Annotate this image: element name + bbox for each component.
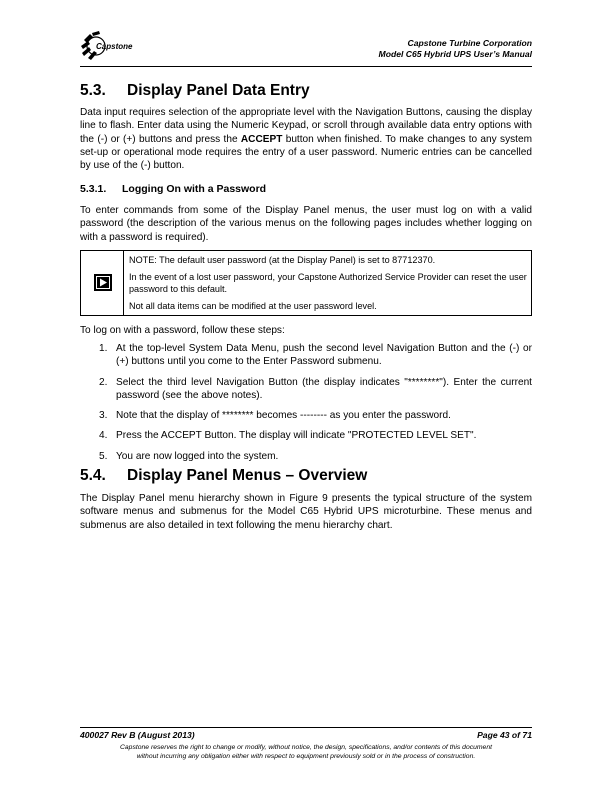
step-text: Note that the display of ******** becomes -------- as you enter the password. [116,410,451,422]
list-item [80,342,532,369]
page-number: Page 43 of 71 [477,730,532,740]
steps-intro: To log on with a password, follow these steps: [80,325,285,336]
footer-divider [80,727,532,728]
step-text: You are now logged into the system. [116,450,279,462]
capstone-logo [80,30,140,62]
note-line: Not all data items can be modified at the user password level. [129,301,377,311]
disclaimer-line: Capstone reserves the right to change or modify, without notice, the design, specifications, and/or contents of this document [119,744,493,751]
section-number: 5.3.1. [80,183,107,195]
section-title: Logging On with a Password [122,183,267,195]
note-icon-cell [81,251,124,315]
header-manual: Model C65 Hybrid UPS User’s Manual [378,49,532,59]
list-item [80,409,532,422]
note-box [80,250,532,316]
list-item [80,429,532,442]
step-text: Select the third level Navigation Button (the display indicates "********"). Enter the current password (see the above notes). [116,376,532,401]
step-number: 4. [99,430,108,442]
section-number: 5.3. [80,82,106,99]
step-number: 2. [99,376,108,388]
steps-list [80,342,532,470]
note-text [129,251,527,317]
footer-row [80,730,532,741]
para-text: button when finished. To make changes to any system set-up or operational mode requires the entry of a user password. Numeric entries can be cancelled by use of the (-) button. [80,133,532,172]
section-5-3-heading [80,82,310,100]
page-header [80,30,532,64]
para-text: Data input requires selection of the appropriate level with the Navigation Buttons, causing the display line to flash. Enter data using the Numeric Keypad, or scroll through available data entry options with the (-) or (+) buttons and press the [80,107,532,145]
arrow-right-icon [94,274,112,291]
document-id: 400027 Rev B (August 2013) [80,730,195,740]
step-number: 3. [99,410,108,422]
section-title: Display Panel Menus – Overview [127,467,368,484]
section-5-4-heading [80,467,367,485]
step-text: Press the ACCEPT Button. The display will indicate "PROTECTED LEVEL SET". [116,430,477,442]
section-5-3-paragraph [80,106,532,172]
header-company: Capstone Turbine Corporation [407,38,532,48]
step-number: 1. [99,343,108,354]
note-line: In the event of a lost user password, your Capstone Authorized Service Provider can reset the user password to this default. [129,272,527,294]
logo-text: Capstone [96,42,133,51]
step-number: 5. [99,450,108,462]
header-divider [80,66,532,67]
list-item [80,450,532,463]
list-item [80,376,532,403]
section-5-4-paragraph: The Display Panel menu hierarchy shown in Figure 9 presents the typical structure of the system software menus and submenus for the Model C65 Hybrid UPS microturbine. These menus and submenus are also detailed in text following the menu hierarchy chart. [80,493,532,531]
disclaimer-line: without incurring any obligation either with respect to equipment previously sold or in the process of construction. [136,753,476,760]
page-footer [80,727,532,761]
section-title: Display Panel Data Entry [127,82,310,99]
note-line: NOTE: The default user password (at the Display Panel) is set to 87712370. [129,255,436,265]
section-5-3-1-paragraph: To enter commands from some of the Display Panel menus, the user must log on with a valid password (the description of the various menus on the following pages includes whether logging on with a password is required). [80,205,532,243]
accept-keyword: ACCEPT [240,133,283,145]
section-5-3-1-heading [80,183,266,195]
step-text: At the top-level System Data Menu, push the second level Navigation Button and the (-) or (+) buttons until you come to the Enter Password submenu. [116,343,532,368]
footer-disclaimer [80,743,532,761]
section-number: 5.4. [80,467,106,484]
header-title-block [379,38,532,60]
